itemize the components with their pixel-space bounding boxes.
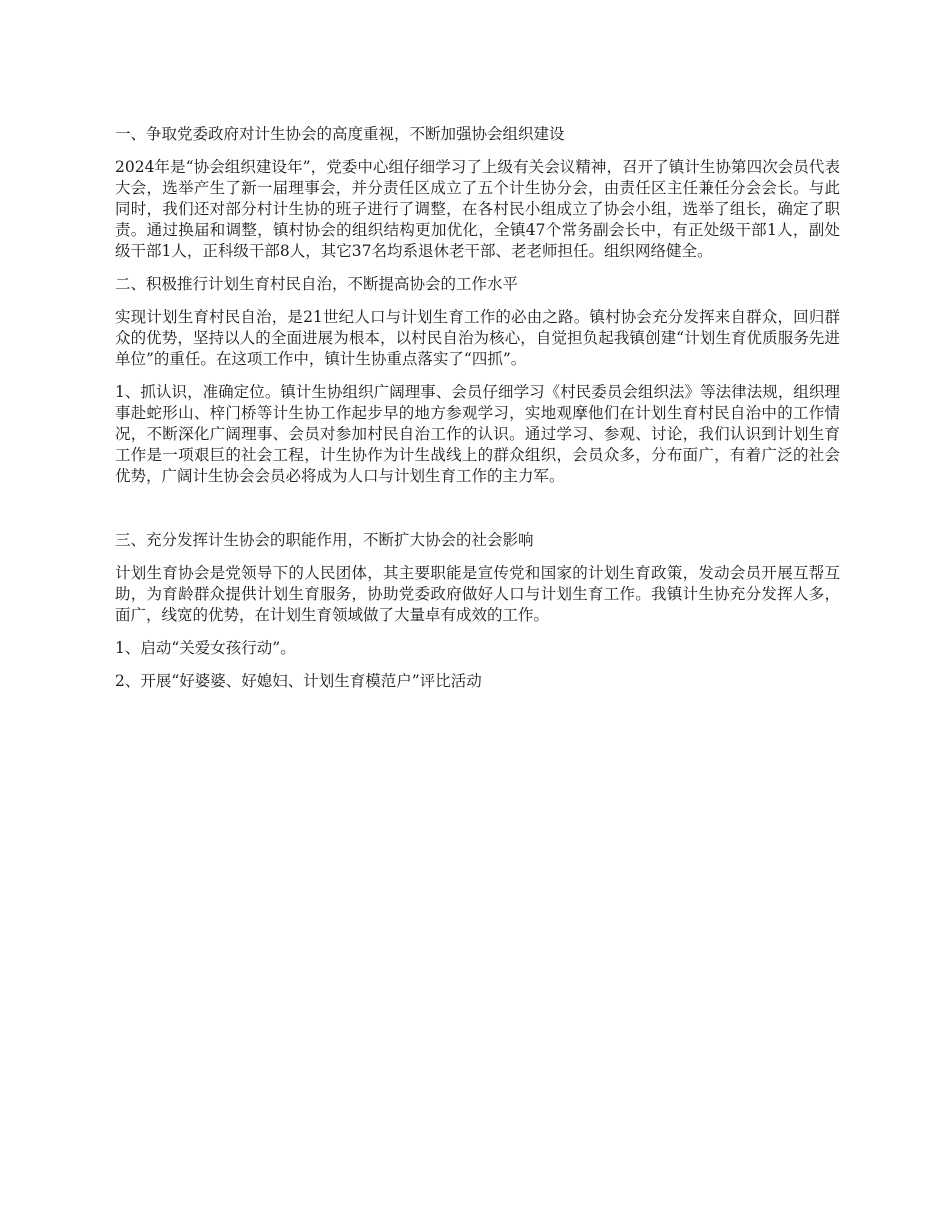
section-spacer xyxy=(115,499,840,530)
section-3-paragraph-3: 2、开展“好婆婆、好媳妇、计划生育模范户”评比活动 xyxy=(115,672,482,690)
section-2-paragraph-2: 1、抓认识，准确定位。镇计生协组织广阔理事、会员仔细学习《村民委员会组织法》等法律法规，组织理事赴蛇形山、梓门桥等计生协工作起步早的地方参观学习，实地观摩他们在计划生育村民自治中的工作情况，不断深化广阔理事、会员对参加村民自治工作的认识。通过学习、参观、讨论，我们认识到计划生育工作是一项艰巨的社会工程，计生协作为计生战线上的群众组织，会员众多，分布面广，有着广泛的社会优势，广阔计生协会会员必将成为人口与计划生育工作的主力军。 xyxy=(115,383,840,485)
section-2-paragraph-1: 实现计划生育村民自治，是21世纪人口与计划生育工作的必由之路。镇村协会充分发挥来自群众，回归群众的优势，坚持以人的全面进展为根本，以村民自治为核心，自觉担负起我镇创建“计划生育优质服务先进单位”的重任。在这项工作中，镇计生协重点落实了“四抓”。 xyxy=(115,308,840,368)
section-3-paragraph-1: 计划生育协会是党领导下的人民团体，其主要职能是宣传党和国家的计划生育政策，发动会员开展互帮互助，为育龄群众提供计划生育服务，协助党委政府做好人口与计划生育工作。我镇计生协充分发挥人多，面广，线宽的优势，在计划生育领域做了大量卓有成效的工作。 xyxy=(115,564,840,624)
section-2-heading: 二、积极推行计划生育村民自治，不断提高协会的工作水平 xyxy=(115,275,519,293)
section-3-heading: 三、充分发挥计生协会的职能作用，不断扩大协会的社会影响 xyxy=(115,531,534,549)
section-1-paragraph-1: 2024年是“协会组织建设年”，党委中心组仔细学习了上级有关会议精神，召开了镇计生协第四次会员代表大会，选举产生了新一届理事会，并分责任区成立了五个计生协分会，由责任区主任兼任分会会长。与此同时，我们还对部分村计生协的班子进行了调整，在各村民小组成立了协会小组，选举了组长，确定了职责。通过换届和调整，镇村协会的组织结构更加优化，全镇47个常务副会长中，有正处级干部1人，副处级干部1人，正科级干部8人，其它37名均系退休老干部、老老师担任。组织网络健全。 xyxy=(115,158,840,260)
section-3-paragraph-2: 1、启动“关爱女孩行动”。 xyxy=(115,639,296,657)
section-1-heading: 一、争取党委政府对计生协会的高度重视，不断加强协会组织建设 xyxy=(115,125,565,143)
document-body xyxy=(115,124,840,704)
